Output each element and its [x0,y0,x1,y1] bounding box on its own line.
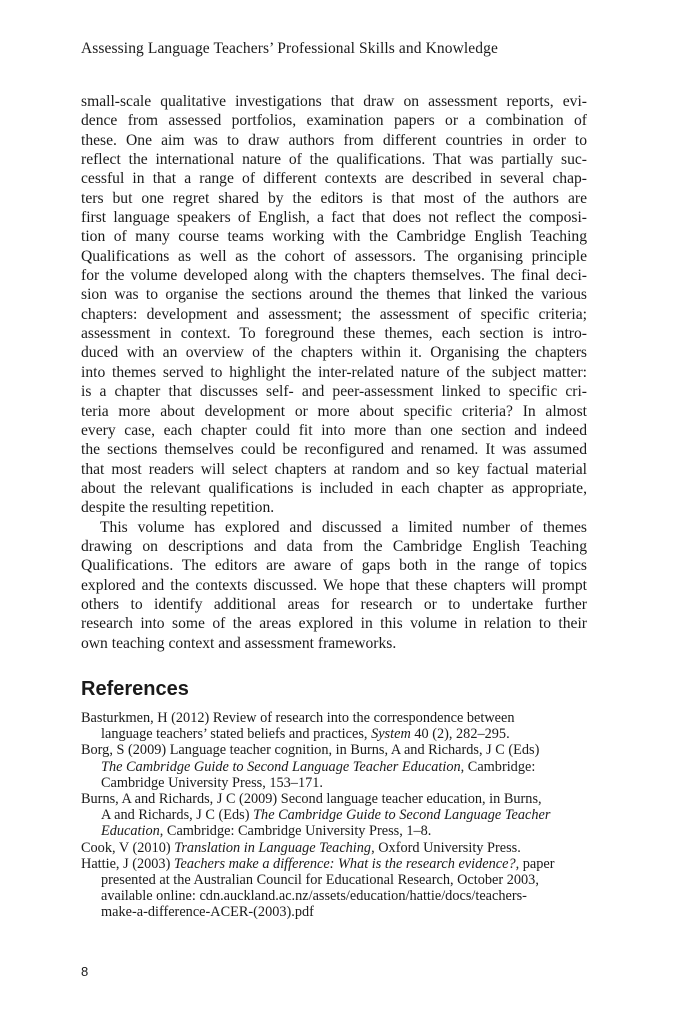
reference-continuation-line [81,759,591,775]
reference-continuation-line [81,823,591,839]
reference-text: , Oxford University Press. [371,839,521,856]
body-line: the sections themselves could be reconfigured and renamed. It was assumed [81,441,587,459]
body-line: chapters: development and assessment; the assessment of specific criteria; [81,305,587,323]
body-line: ters but one regret shared by the editors is that most of the authors are [81,189,587,207]
body-line: cessful in that a range of different contexts are described in several chap- [81,170,587,188]
body-line: that most readers will select chapters at random and so key factual material [81,460,587,478]
body-text [81,92,587,653]
reference-entry-line [81,840,591,856]
reference-text: Borg, S (2009) Language teacher cognition, in Burns, A and Richards, J C (Eds) [81,742,540,759]
body-line: these. One aim was to draw authors from different countries in order to [81,131,587,149]
body-line: Qualifications. The editors are aware of gaps both in the range of topics [81,557,587,575]
reference-entry-line [81,791,591,807]
reference-title: The Cambridge Guide to Second Language Teacher [253,807,551,824]
body-line: explored and the contexts discussed. We hope that these chapters will prompt [81,576,587,594]
reference-title: Translation in Language Teaching [174,839,372,856]
body-line: about the relevant qualifications is included in each chapter as appropriate, [81,479,587,497]
body-line: duced with an overview of the chapters within it. Organising the chapters [81,344,587,362]
reference-text: paper [519,855,555,872]
body-line: reflect the international nature of the qualifications. That was partially suc- [81,151,587,169]
reference-text: make-a-difference-ACER-(2003).pdf [101,904,314,921]
references-heading: References [81,678,189,700]
reference-text: Burns, A and Richards, J C (2009) Second language teacher education, in Burns, [81,791,542,808]
reference-title: System [371,726,411,743]
body-line: Qualifications as well as the cohort of assessors. The organising principle [81,247,587,265]
body-line: sion was to organise the sections around the themes that linked the various [81,286,587,304]
reference-text: , Cambridge: Cambridge University Press, 1–8. [159,823,432,840]
reference-title: The Cambridge Guide to Second Language Teacher Education [101,758,461,775]
reference-text: available online: cdn.auckland.ac.nz/assets/education/hattie/docs/teachers- [101,888,527,905]
body-line: drawing on descriptions and data from the Cambridge English Teaching [81,537,587,555]
body-line: every case, each chapter could fit into more than one section and indeed [81,421,587,439]
reference-title: Education [101,823,160,840]
body-line: for the volume developed along with the chapters themselves. The final deci- [81,267,587,285]
body-line: tion of many course teams working with the Cambridge English Teaching [81,228,587,246]
body-line: teria more about development or more about specific criteria? In almost [81,402,587,420]
body-line: This volume has explored and discussed a limited number of themes [100,518,587,536]
references-list [81,710,591,921]
reference-continuation-line [81,726,591,742]
running-head: Assessing Language Teachers’ Professional Skills and Knowledge [81,40,498,57]
body-line: small-scale qualitative investigations that draw on assessment reports, evi- [81,93,587,110]
reference-entry-line [81,856,591,872]
reference-text: Cook, V (2010) [81,839,175,856]
reference-continuation-line [81,807,591,823]
reference-text: presented at the Australian Council for Educational Research, October 2003, [101,872,539,889]
reference-title: Teachers make a difference: What is the research evidence?, [173,855,520,872]
reference-text: , Cambridge: [460,758,536,775]
reference-text: 40 (2), 282–295. [410,726,510,743]
body-line: research into some of the areas explored in this volume in relation to their [81,615,587,633]
body-line: into themes served to highlight the inter-related nature of the subject matter: [81,363,587,381]
body-line: despite the resulting repetition. [81,499,275,517]
reference-text: Hattie, J (2003) [81,855,174,872]
reference-continuation-line [81,775,591,791]
reference-text: language teachers’ stated beliefs and practices, [101,726,372,743]
body-line: others to identify additional areas for research or to undertake further [81,595,587,613]
reference-text: Cambridge University Press, 153–171. [101,774,323,791]
reference-entry-line [81,742,591,758]
reference-continuation-line [81,872,591,888]
reference-continuation-line [81,904,591,920]
page-number: 8 [81,964,89,979]
reference-continuation-line [81,888,591,904]
body-line: first language speakers of English, a fact that does not reflect the composi- [81,209,587,227]
reference-text: A and Richards, J C (Eds) [101,807,254,824]
body-line: assessment in context. To foreground these themes, each section is intro- [81,325,587,343]
reference-entry-line [81,710,591,726]
body-line: own teaching context and assessment frameworks. [81,634,397,652]
reference-text: Basturkmen, H (2012) Review of research into the correspondence between [81,710,515,726]
body-line: is a chapter that discusses self- and peer-assessment linked to specific cri- [81,383,587,401]
body-line: dence from assessed portfolios, examination papers or a combination of [81,112,587,130]
